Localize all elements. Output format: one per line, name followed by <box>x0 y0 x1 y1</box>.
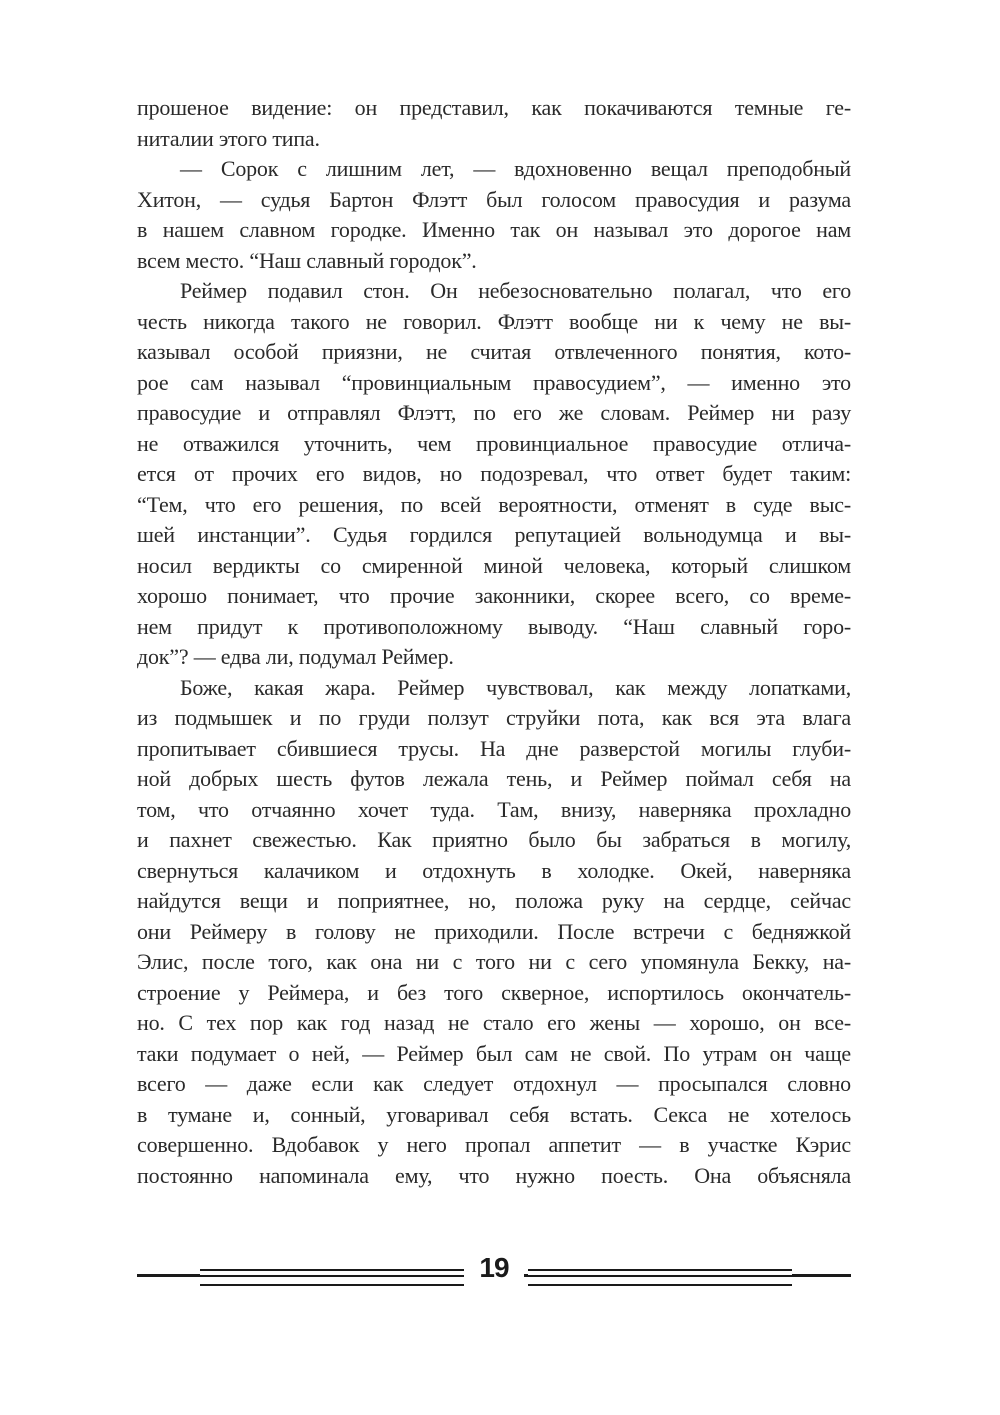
text-line: не отважился уточнить, чем провинциальное правосудие отлича- <box>137 430 851 456</box>
text-line: но. С тех пор как год назад не стало его жены — хорошо, он все- <box>137 1010 851 1035</box>
text-line: ется от прочих его видов, но подозревал, что ответ будет таким: <box>137 461 851 486</box>
text-line: всего — даже если как следует отдохнул — просыпался словно <box>137 1071 851 1096</box>
text-line: постоянно напоминала ему, что нужно поесть. Она объясняла <box>137 1162 851 1188</box>
text-line: — Сорок с лишним лет, — вдохновенно вещал преподобный <box>180 156 851 181</box>
text-line: прошеное видение: он представил, как покачиваются темные ге- <box>137 95 851 120</box>
text-line: всем место. “Наш славный городок”. <box>137 247 477 273</box>
page-footer <box>137 1250 851 1290</box>
text-line: шей инстанции”. Судья гордился репутацией вольнодумца и вы- <box>137 522 851 547</box>
text-line: том, что отчаянно хочет туда. Там, внизу, наверняка прохладно <box>137 796 851 822</box>
text-line: Элис, после того, как она ни с того ни с сего упомянула Бекку, на- <box>137 949 851 974</box>
text-line: Реймер подавил стон. Он небезосновательно полагал, что его <box>180 278 851 303</box>
text-line: честь никогда такого не говорил. Флэтт вообще ни к чему не вы- <box>137 308 851 334</box>
text-line: казывал особой приязни, не считая отвлеченного понятия, кото- <box>137 339 851 364</box>
text-line: совершенно. Вдобавок у него пропал аппетит — в участке Кэрис <box>137 1132 851 1157</box>
text-line: правосудие и отправлял Флэтт, по его же словам. Реймер ни разу <box>137 400 851 425</box>
body-text <box>137 93 851 1191</box>
text-line: пропитывает сбившиеся трусы. На дне разверстой могилы глуби- <box>137 735 851 761</box>
text-line: носил вердикты со смиренной миной человека, который слишком <box>137 552 851 578</box>
text-line: ниталии этого типа. <box>137 125 320 151</box>
text-line: “Тем, что его решения, по всей вероятности, отменят в суде выс- <box>137 491 851 517</box>
footer-rule-right <box>528 1269 792 1286</box>
text-line: Хитон, — судья Бартон Флэтт был голосом правосудия и разума <box>137 186 851 212</box>
text-line: свернуться калачиком и отдохнуть в холодке. Окей, наверняка <box>137 857 851 883</box>
text-line: таки подумает о ней, — Реймер был сам не свой. По утрам он чаще <box>137 1040 851 1066</box>
text-line: в нашем славном городке. Именно так он называл это дорогое нам <box>137 217 851 242</box>
text-line: они Реймеру в голову не приходили. После встречи с бедняжкой <box>137 918 851 944</box>
text-line: Боже, какая жара. Реймер чувствовал, как между лопатками, <box>180 674 851 700</box>
text-line: нем придут к противоположному выводу. “Наш славный горо- <box>137 613 851 639</box>
text-line: рое сам называл “провинциальным правосудием”, — именно это <box>137 369 851 395</box>
page-number: 19 <box>464 1252 524 1284</box>
text-line: из подмышек и по груди ползут струйки пота, как вся эта влага <box>137 705 851 730</box>
text-line: док”? — едва ли, подумал Реймер. <box>137 644 454 669</box>
text-line: и пахнет свежестью. Как приятно было бы забраться в могилу, <box>137 827 851 852</box>
footer-rule-left <box>200 1269 464 1286</box>
text-line: строение у Реймера, и без того скверное, испортилось окончатель- <box>137 979 851 1005</box>
text-line: в тумане и, сонный, уговаривал себя встать. Секса не хотелось <box>137 1101 851 1127</box>
text-line: ной добрых шесть футов лежала тень, и Реймер поймал себя на <box>137 766 851 791</box>
text-line: найдутся вещи и поприятнее, но, положа руку на сердце, сейчас <box>137 888 851 913</box>
text-line: хорошо понимает, что прочие законники, скорее всего, со време- <box>137 583 851 608</box>
